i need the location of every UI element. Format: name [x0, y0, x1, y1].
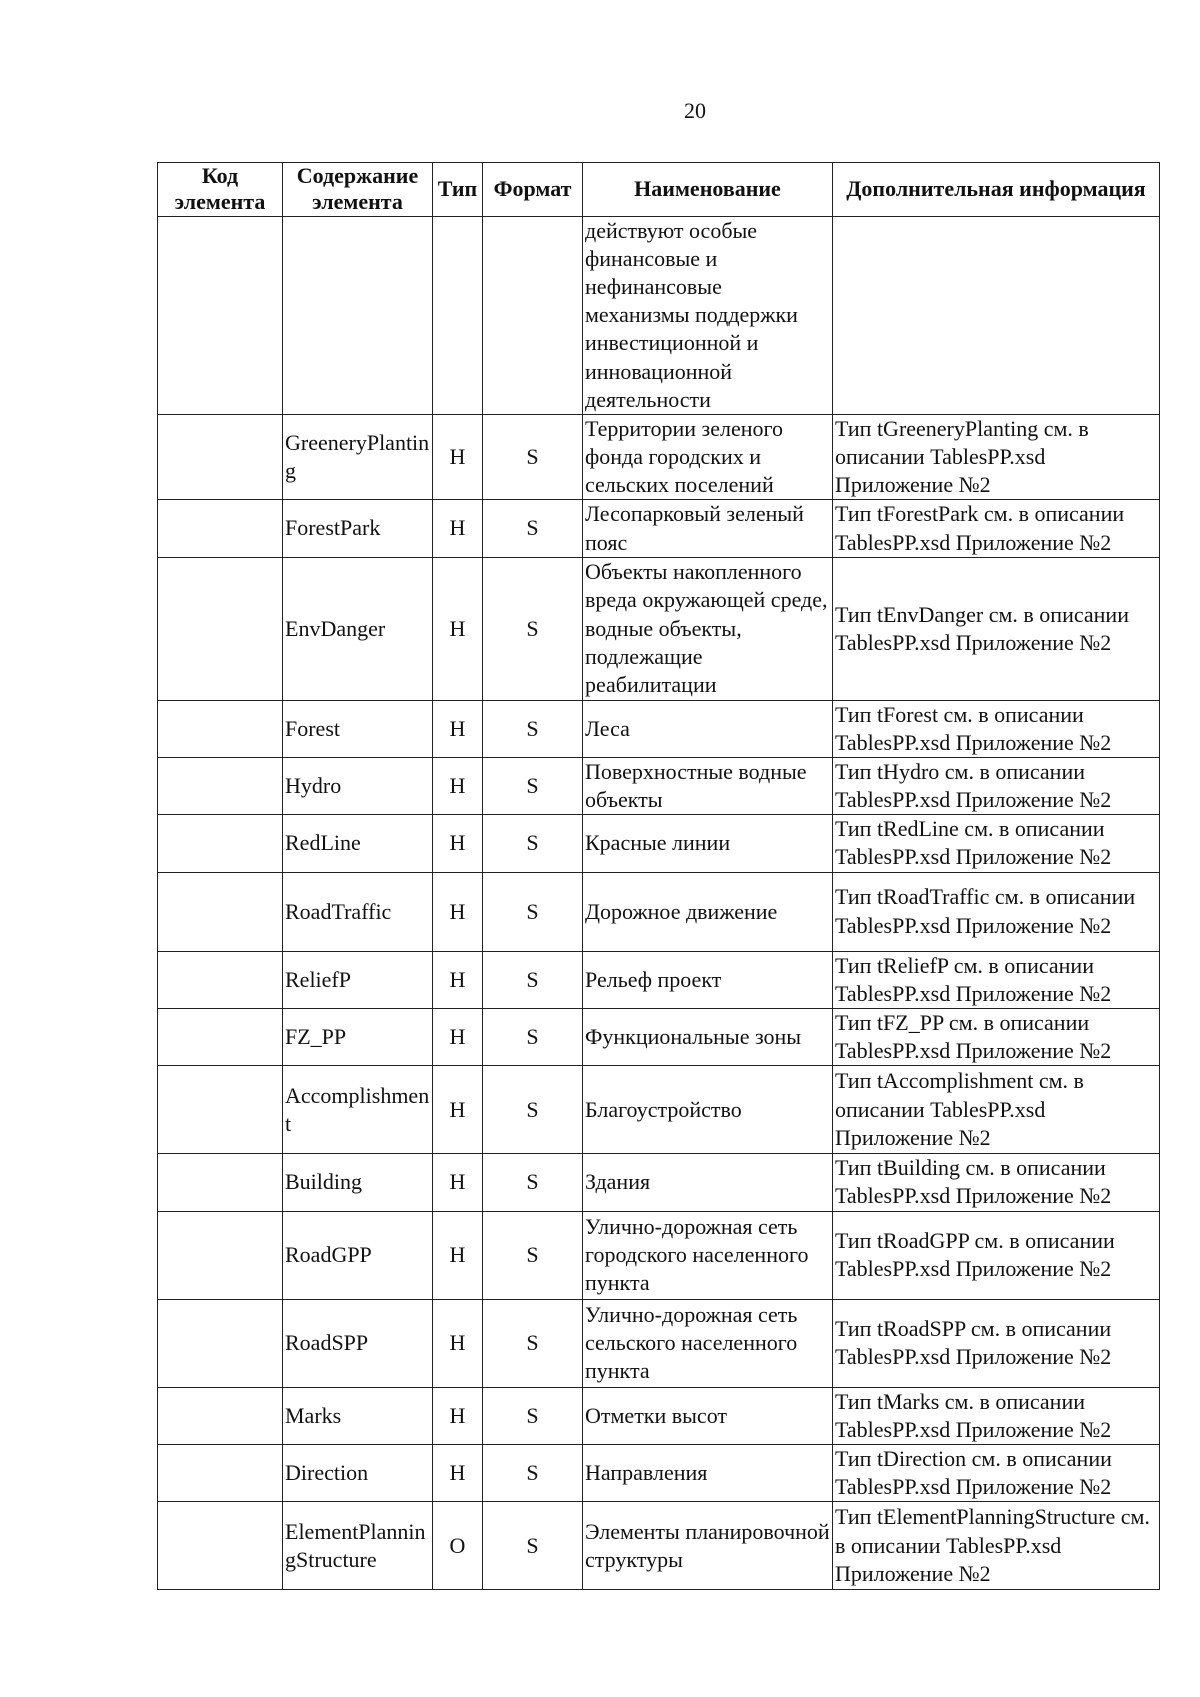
cell-code — [158, 815, 283, 872]
cell-info: Тип tFZ_PP см. в описании TablesPP.xsd Приложение №2 — [833, 1008, 1160, 1065]
table-row — [158, 1387, 1160, 1444]
cell-name: Функциональные зоны — [583, 1008, 833, 1065]
cell-code — [158, 1211, 283, 1299]
cell-name: Леса — [583, 700, 833, 757]
table-row — [158, 1008, 1160, 1065]
cell-type: O — [433, 1502, 483, 1590]
table-row — [158, 500, 1160, 557]
header-format: Формат — [483, 163, 583, 217]
cell-type: H — [433, 500, 483, 557]
cell-info: Тип tRoadTraffic см. в описании TablesPP.xsd Приложение №2 — [833, 872, 1160, 951]
table-row — [158, 700, 1160, 757]
cell-name: Рельеф проект — [583, 951, 833, 1008]
cell-name: Улично-дорожная сеть сельского населенного пункта — [583, 1299, 833, 1387]
cell-content: GreeneryPlanting — [283, 414, 433, 499]
cell-code — [158, 1066, 283, 1154]
cell-code — [158, 414, 283, 499]
cell-info: Тип tElementPlanningStructure см. в описании TablesPP.xsd Приложение №2 — [833, 1502, 1160, 1590]
cell-content: EnvDanger — [283, 557, 433, 700]
header-type: Тип — [433, 163, 483, 217]
cell-name: Дорожное движение — [583, 872, 833, 951]
cell-info: Тип tReliefP см. в описании TablesPP.xsd Приложение №2 — [833, 951, 1160, 1008]
cell-name: Отметки высот — [583, 1387, 833, 1444]
cell-content: RoadTraffic — [283, 872, 433, 951]
cell-format: S — [483, 700, 583, 757]
cell-format: S — [483, 757, 583, 814]
cell-type — [433, 216, 483, 414]
cell-format: S — [483, 1211, 583, 1299]
cell-info: Тип tHydro см. в описании TablesPP.xsd Приложение №2 — [833, 757, 1160, 814]
cell-format: S — [483, 414, 583, 499]
cell-info: Тип tRedLine см. в описании TablesPP.xsd Приложение №2 — [833, 815, 1160, 872]
cell-info — [833, 216, 1160, 414]
table-row — [158, 1299, 1160, 1387]
cell-format: S — [483, 557, 583, 700]
cell-info: Тип tBuilding см. в описании TablesPP.xsd Приложение №2 — [833, 1154, 1160, 1211]
cell-type: H — [433, 815, 483, 872]
table-header-row — [158, 163, 1160, 217]
cell-name: Объекты накопленного вреда окружающей среде, водные объекты, подлежащие реабилитации — [583, 557, 833, 700]
cell-type: H — [433, 872, 483, 951]
cell-info: Тип tEnvDanger см. в описании TablesPP.xsd Приложение №2 — [833, 557, 1160, 700]
cell-type: H — [433, 1154, 483, 1211]
cell-code — [158, 500, 283, 557]
cell-name: Поверхностные водные объекты — [583, 757, 833, 814]
cell-code — [158, 757, 283, 814]
table-row — [158, 1066, 1160, 1154]
cell-code — [158, 700, 283, 757]
cell-type: H — [433, 1387, 483, 1444]
table-row — [158, 757, 1160, 814]
cell-code — [158, 1387, 283, 1444]
cell-type: H — [433, 1066, 483, 1154]
cell-type: H — [433, 951, 483, 1008]
cell-name: Лесопарковый зеленый пояс — [583, 500, 833, 557]
cell-content: ElementPlanningStructure — [283, 1502, 433, 1590]
cell-content: RoadGPP — [283, 1211, 433, 1299]
cell-format: S — [483, 1154, 583, 1211]
cell-code — [158, 951, 283, 1008]
cell-type: H — [433, 1444, 483, 1501]
table-row — [158, 872, 1160, 951]
cell-code — [158, 1154, 283, 1211]
cell-name: Элементы планировочной структуры — [583, 1502, 833, 1590]
header-content: Содержание элемента — [283, 163, 433, 217]
cell-content: Hydro — [283, 757, 433, 814]
cell-type: H — [433, 1299, 483, 1387]
table-row — [158, 1444, 1160, 1501]
cell-content: FZ_PP — [283, 1008, 433, 1065]
cell-info: Тип tRoadSPP см. в описании TablesPP.xsd Приложение №2 — [833, 1299, 1160, 1387]
cell-code — [158, 216, 283, 414]
cell-content: RoadSPP — [283, 1299, 433, 1387]
cell-format: S — [483, 1008, 583, 1065]
cell-name: Улично-дорожная сеть городского населенного пункта — [583, 1211, 833, 1299]
cell-format: S — [483, 815, 583, 872]
table-row — [158, 1211, 1160, 1299]
cell-format: S — [483, 1387, 583, 1444]
header-code: Код элемента — [158, 163, 283, 217]
cell-info: Тип tGreeneryPlanting см. в описании TablesPP.xsd Приложение №2 — [833, 414, 1160, 499]
cell-type: H — [433, 1008, 483, 1065]
table-row — [158, 216, 1160, 414]
cell-format — [483, 216, 583, 414]
elements-table — [157, 162, 1160, 1590]
cell-type: H — [433, 557, 483, 700]
cell-code — [158, 1008, 283, 1065]
cell-content: Forest — [283, 700, 433, 757]
cell-code — [158, 557, 283, 700]
cell-format: S — [483, 951, 583, 1008]
header-name: Наименование — [583, 163, 833, 217]
cell-content: Direction — [283, 1444, 433, 1501]
cell-format: S — [483, 1066, 583, 1154]
cell-content: Accomplishment — [283, 1066, 433, 1154]
cell-type: H — [433, 1211, 483, 1299]
cell-info: Тип tAccomplishment см. в описании TablesPP.xsd Приложение №2 — [833, 1066, 1160, 1154]
cell-code — [158, 1444, 283, 1501]
page-number: 20 — [684, 98, 706, 123]
cell-name: Благоустройство — [583, 1066, 833, 1154]
cell-info: Тип tForestPark см. в описании TablesPP.xsd Приложение №2 — [833, 500, 1160, 557]
cell-format: S — [483, 1502, 583, 1590]
cell-type: H — [433, 700, 483, 757]
table-row — [158, 1154, 1160, 1211]
cell-code — [158, 1299, 283, 1387]
cell-content: RedLine — [283, 815, 433, 872]
table-row — [158, 1502, 1160, 1590]
cell-type: H — [433, 757, 483, 814]
cell-format: S — [483, 500, 583, 557]
cell-format: S — [483, 872, 583, 951]
table-row — [158, 951, 1160, 1008]
cell-info: Тип tForest см. в описании TablesPP.xsd Приложение №2 — [833, 700, 1160, 757]
cell-content: ReliefP — [283, 951, 433, 1008]
cell-name: Здания — [583, 1154, 833, 1211]
cell-content — [283, 216, 433, 414]
cell-type: H — [433, 414, 483, 499]
header-info: Дополнительная информация — [833, 163, 1160, 217]
cell-format: S — [483, 1444, 583, 1501]
cell-name: Территории зеленого фонда городских и сельских поселений — [583, 414, 833, 499]
cell-content: ForestPark — [283, 500, 433, 557]
cell-name: действуют особые финансовые и нефинансовые механизмы поддержки инвестиционной и инновационной деятельности — [583, 216, 833, 414]
cell-content: Building — [283, 1154, 433, 1211]
cell-code — [158, 872, 283, 951]
table-row — [158, 414, 1160, 499]
cell-name: Красные линии — [583, 815, 833, 872]
cell-format: S — [483, 1299, 583, 1387]
table-row — [158, 815, 1160, 872]
cell-name: Направления — [583, 1444, 833, 1501]
cell-info: Тип tDirection см. в описании TablesPP.xsd Приложение №2 — [833, 1444, 1160, 1501]
cell-info: Тип tMarks см. в описании TablesPP.xsd Приложение №2 — [833, 1387, 1160, 1444]
cell-code — [158, 1502, 283, 1590]
cell-info: Тип tRoadGPP см. в описании TablesPP.xsd Приложение №2 — [833, 1211, 1160, 1299]
cell-content: Marks — [283, 1387, 433, 1444]
table-row — [158, 557, 1160, 700]
